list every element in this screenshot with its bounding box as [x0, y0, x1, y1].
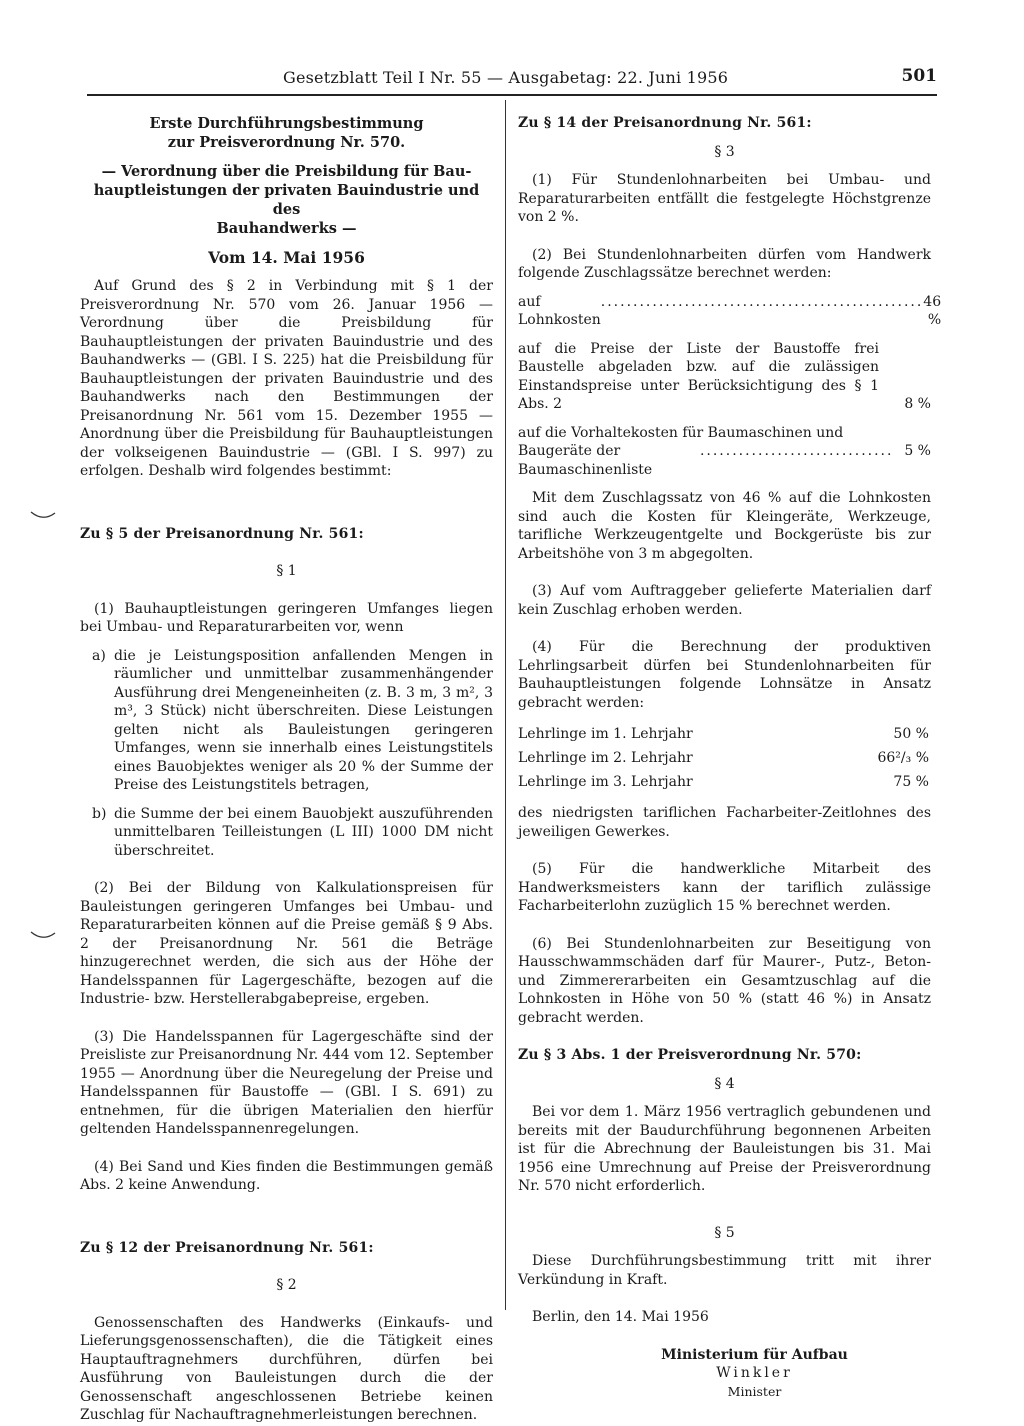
paragraph-text: (4) Bei Sand und Kies finden die Bestimmungen gemäß Abs. 2 keine Anwendung. [80, 1158, 493, 1193]
page-number: 501 [901, 66, 937, 86]
rate-label: auf die Preise der Liste der Baustoffe frei Baustelle abgeladen bzw. auf die zulässigen Einstandspreise unter Berücksichtigung des § 1 Abs. 2 [518, 340, 879, 412]
section-heading: Zu § 14 der Preisanordnung Nr. 561: [518, 115, 812, 131]
paragraph-number: § 1 [276, 563, 297, 579]
paragraph-number: § 5 [714, 1224, 735, 1241]
list-text: die Summe der bei einem Bauobjekt auszuführenden unmittelbaren Teilleistungen (L III) 1000 DM nicht überschreitet. [114, 805, 493, 859]
paragraph-text: Mit dem Zuschlagssatz von 46 % auf die Lohnkosten sind auch die Kosten für Kleingeräte, Werkzeuge, tarifliche Werkzeugentgelte und Bockgerüste bis zur Arbeitshöhe von 3 m abgegolten. [518, 490, 931, 562]
apprentice-year: Lehrlinge im 1. Lehrjahr [518, 726, 693, 742]
rate-label: Baugeräte der Baumaschinenliste [518, 443, 653, 478]
preamble: Auf Grund des § 2 in Verbindung mit § 1 der Preisverordnung Nr. 570 vom 26. Januar 1956 — Verordnung über die Preisbildung für Bauhauptleistungen der privaten Bauindustrie und des Bauhandwerks — (GBl. I S. 225) hat die Preisbildung für Bauhauptleistungen der privaten Bauindustrie und des Bauhandwerks nach den Bestimmungen der Preisanordnung Nr. 561 vom 15. Dezember 1955 — Anordnung über die Preisbildung für Bauhauptleistungen der volkseigenen Bauindustrie — (GBl. I S. 997) zu erfolgen. Deshalb wird folgendes bestimmt: [80, 278, 493, 479]
margin-check-mark [30, 930, 56, 940]
title-line: hauptleistungen der privaten Bauindustrie und des [93, 182, 480, 218]
paragraph-text: (5) Für die handwerkliche Mitarbeit des Handwerksmeisters kann der tariflich zulässige Facharbeiterlohn zuzüglich 15 % berechnet werden. [518, 861, 931, 914]
leader-dots: .............................. [699, 443, 894, 459]
column-divider [505, 100, 506, 1310]
rate-value: 46 % [923, 293, 942, 328]
apprentice-rate: 66²/₃ % [877, 750, 929, 766]
paragraph-text: Diese Durchführungsbestimmung tritt mit ihrer Verkündung in Kraft. [518, 1253, 931, 1288]
paragraph-text: (6) Bei Stundenlohnarbeiten zur Beseitigung von Hausschwammschäden darf für Maurer-, Putz-, Beton- und Zimmererarbeiten ein Gesamtzuschlag auf die Lohnkosten in Höhe von 50 % (statt 46 %) in Ansatz gebracht werden. [518, 935, 931, 1026]
apprentice-rate: 50 % [893, 726, 929, 742]
paragraph-text: (1) Für Stundenlohnarbeiten bei Umbau- und Reparaturarbeiten entfällt die festgelegte Höchstgrenze von 2 %. [518, 172, 931, 225]
rate-label: auf die Vorhaltekosten für Baumaschinen und [518, 424, 844, 441]
paragraph-text: (2) Bei der Bildung von Kalkulationspreisen für Bauleistungen geringeren Umfanges bei Umbau- und Reparaturarbeiten können auf die Preise gemäß § 9 Abs. 2 der Preisanordnung Nr. 561 die Beträge hinzugerechnet werden, die sich aus der Höhe der Handelsspannen für Lagergeschäfte, bezogen auf die Industrie- bzw. Herstellerabgabepreise, ergeben. [80, 880, 493, 1007]
apprentice-year: Lehrlinge im 2. Lehrjahr [518, 750, 693, 766]
paragraph-number: § 2 [276, 1277, 297, 1293]
paragraph-text: (3) Auf vom Auftraggeber gelieferte Materialien darf kein Zuschlag erhoben werden. [518, 583, 931, 618]
rate-row [518, 442, 931, 479]
list-item [80, 805, 493, 861]
rate-value: 8 % [904, 396, 931, 412]
title-line: Erste Durchführungsbestimmung [149, 115, 424, 132]
apprentice-rate-row [518, 770, 931, 794]
section-heading: Zu § 5 der Preisanordnung Nr. 561: [80, 525, 364, 542]
signatory-name: Winkler [716, 1365, 793, 1381]
page-header [87, 62, 937, 96]
apprentice-rate-row [518, 746, 931, 770]
title-line: zur Preisverordnung Nr. 570. [167, 134, 406, 151]
document-title [80, 114, 493, 267]
list-text: die je Leistungsposition anfallenden Mengen in räumlicher und unmittelbar zusammenhängender Ausführung drei Mengeneinheiten (z. B. 3 m, 3 m², 3 m³, 3 Stück) nicht überschreiten. Diese Leistungen gelten nicht als Bauleistungen geringeren Umfanges, wenn sie innerhalb eines Leistungstitels eines Bauobjektes weniger als 20 % der Summe der Preise des Leistungstitels betragen, [114, 647, 493, 793]
paragraph-text: Genossenschaften des Handwerks (Einkaufs- und Lieferungsgenossenschaften), die die Tätigkeit eines Hauptauftragnehmers durchführen, dürfen bei Ausführung von Bauleistungen durch die der Genossenschaft angeschlossenen Betriebe keinen Zuschlag für Nachauftragnehmerleistungen berechnen. [80, 1314, 493, 1423]
title-line: — Verordnung über die Preisbildung für Bau- [101, 163, 472, 180]
rate-row [518, 293, 942, 330]
paragraph-number: § 4 [714, 1075, 735, 1092]
list-label: b) [92, 805, 107, 822]
paragraph-text: des niedrigsten tariflichen Facharbeiter-Zeitlohnes des jeweiligen Gewerkes. [518, 805, 931, 840]
paragraph-text: (3) Die Handelsspannen für Lagergeschäfte sind der Preisliste zur Preisanordnung Nr. 444 vom 12. September 1955 — Anordnung über die Neuregelung der Preise und Handelsspannen für Baustoffe — (GBl. I S. 691) zu entnehmen, für die übrigen Materialien den hierfür geltenden Handelsspannenregelungen. [80, 1028, 493, 1137]
margin-check-mark [30, 510, 56, 520]
rate-label: auf Lohnkosten [518, 293, 601, 328]
rate-row [518, 340, 931, 414]
paragraph-number: § 3 [714, 143, 735, 160]
section-heading: Zu § 3 Abs. 1 der Preisverordnung Nr. 570: [518, 1047, 862, 1063]
gazette-header-title: Gesetzblatt Teil I Nr. 55 — Ausgabetag: 22. Juni 1956 [283, 68, 729, 87]
ministry-name: Ministerium für Aufbau [661, 1346, 848, 1363]
leader-dots: .................................................. [600, 293, 924, 310]
rate-value: 5 % [904, 443, 931, 459]
list-item [80, 647, 493, 795]
paragraph-text: (1) Bauhauptleistungen geringeren Umfanges liegen bei Umbau- und Reparaturarbeiten vor, wenn [80, 600, 493, 635]
apprentice-rate-row [518, 722, 931, 746]
paragraph-text: (4) Für die Berechnung der produktiven Lehrlingsarbeit dürfen bei Stundenlohnarbeiten für Bauhauptleistungen folgende Lohnsätze in Ansatz gebracht werden: [518, 639, 931, 711]
section-heading: Zu § 12 der Preisanordnung Nr. 561: [80, 1239, 374, 1256]
paragraph-text: (2) Bei Stundenlohnarbeiten dürfen vom Handwerk folgende Zuschlagssätze berechnet werden: [518, 246, 931, 281]
signatory-role: Minister [727, 1383, 782, 1399]
document-date: Vom 14. Mai 1956 [208, 248, 365, 267]
list-label: a) [92, 647, 106, 664]
left-column [80, 114, 493, 1425]
apprentice-year: Lehrlinge im 3. Lehrjahr [518, 774, 693, 790]
right-column [518, 114, 942, 1401]
paragraph-text: Bei vor dem 1. März 1956 vertraglich gebundenen und bereits mit der Baudurchführung begonnenen Arbeiten ist für die Abrechnung der Bauleistungen bis 31. Mai 1956 eine Umrechnung auf Preise der Preisverordnung Nr. 570 nicht erforderlich. [518, 1104, 931, 1194]
title-line: Bauhandwerks — [216, 220, 357, 237]
apprentice-rate: 75 % [893, 774, 929, 790]
place-date: Berlin, den 14. Mai 1956 [532, 1309, 709, 1325]
